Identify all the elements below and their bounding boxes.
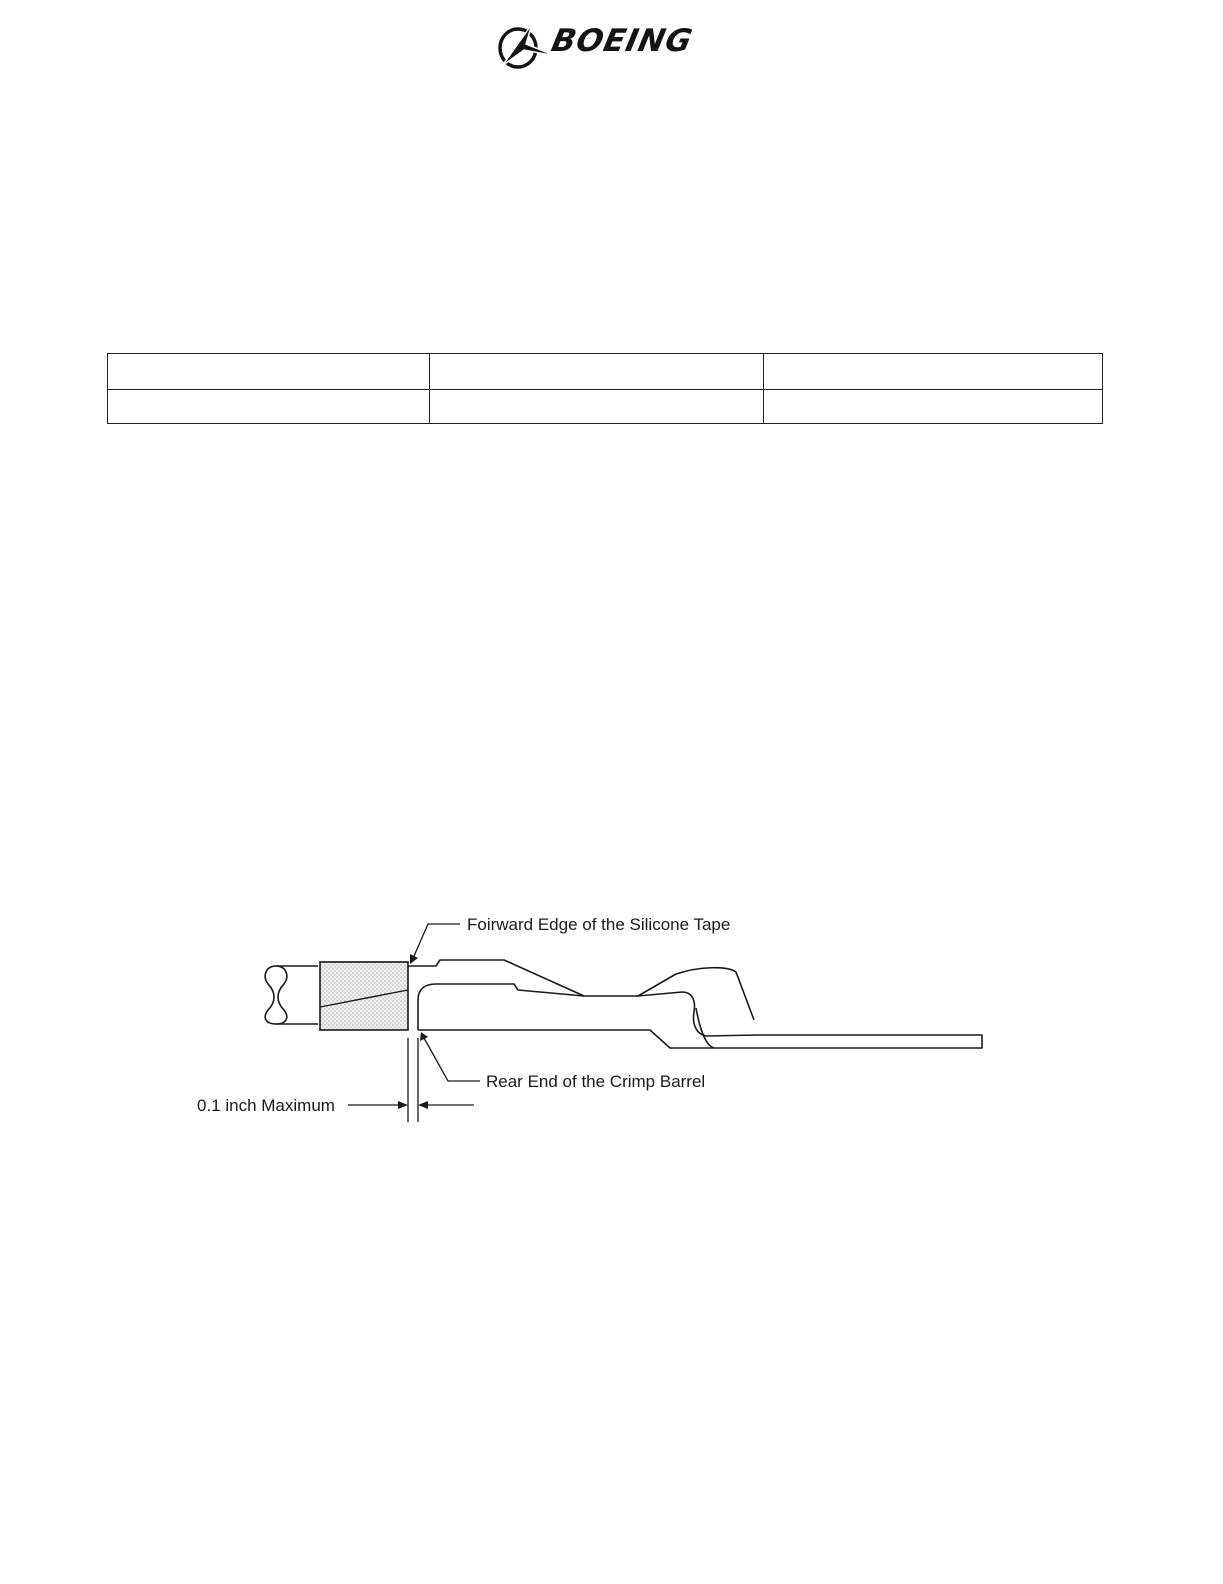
table-cell (430, 354, 764, 390)
max-gap-label: 0.1 inch Maximum (197, 1096, 335, 1115)
silicone-tape (320, 962, 408, 1030)
boeing-logo (496, 20, 728, 76)
boeing-symbol-icon (496, 20, 556, 76)
table-cell (764, 390, 1103, 424)
logo-wordmark: BOEING (548, 23, 697, 59)
table-cell (430, 390, 764, 424)
table-row (108, 390, 1103, 424)
wire (265, 966, 318, 1024)
table-cell (764, 354, 1103, 390)
table-row (108, 354, 1103, 390)
crimp-barrel-figure (180, 900, 1000, 1140)
crimp-barrel-label: Rear End of the Crimp Barrel (486, 1072, 706, 1091)
table-cell (108, 390, 430, 424)
document-table (107, 353, 1103, 424)
table-cell (108, 354, 430, 390)
contact-body (408, 960, 982, 1048)
tape-edge-label: Foirward Edge of the Silicone Tape (467, 915, 731, 934)
